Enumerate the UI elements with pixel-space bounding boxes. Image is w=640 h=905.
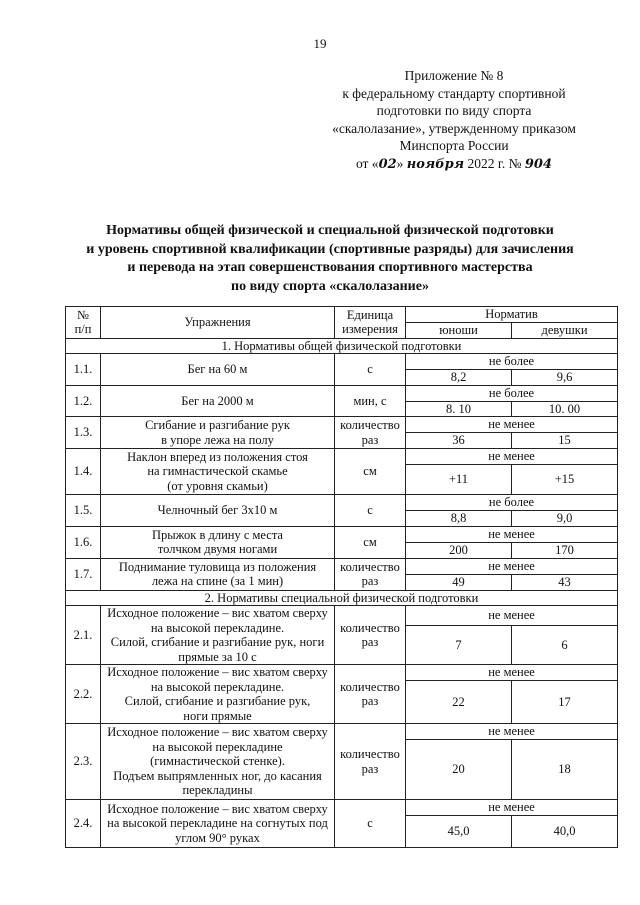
- norms-table: [65, 306, 618, 848]
- cell-unit: см: [335, 527, 406, 559]
- cell-qualifier: не менее: [406, 449, 618, 465]
- table-row: [66, 449, 618, 465]
- table-row: [66, 417, 618, 433]
- appendix-line: «скалолазание», утвержденному приказом: [332, 120, 576, 136]
- appendix-line: Минспорта России: [399, 138, 509, 153]
- cell-num: 1.7.: [66, 558, 101, 590]
- cell-qualifier: не более: [406, 354, 618, 370]
- cell-girls: +15: [512, 465, 618, 495]
- cell-num: 2.4.: [66, 800, 101, 848]
- date-prefix: от «: [355, 155, 379, 171]
- cell-girls: 9,6: [512, 370, 618, 386]
- section-row: [66, 590, 618, 606]
- cell-exercise: Сгибание и разгибание рук в упоре лежа на полу: [101, 417, 335, 449]
- cell-girls: 10. 00: [512, 401, 618, 417]
- title-line: по виду спорта «скалолазание»: [231, 278, 429, 294]
- cell-girls: 170: [512, 543, 618, 559]
- appendix-line: Приложение № 8: [404, 68, 504, 83]
- norms-table-body: [66, 307, 618, 848]
- cell-boys: 200: [406, 543, 512, 559]
- cell-unit: количество раз: [335, 417, 406, 449]
- cell-boys: 45,0: [406, 816, 512, 848]
- cell-qualifier: не менее: [406, 558, 618, 574]
- cell-boys: 36: [406, 433, 512, 449]
- page-number: 19: [313, 36, 327, 51]
- cell-unit: см: [335, 449, 406, 495]
- cell-boys: 8,8: [406, 511, 512, 527]
- cell-unit: количество раз: [335, 724, 406, 800]
- date-mid: »: [396, 155, 404, 171]
- title-line: и уровень спортивной квалификации (спортивные разряды) для зачисления: [86, 241, 574, 257]
- cell-qualifier: не менее: [406, 606, 618, 626]
- cell-unit: количество раз: [335, 558, 406, 590]
- cell-qualifier: не менее: [406, 417, 618, 433]
- cell-qualifier: не менее: [406, 527, 618, 543]
- section-row: [66, 338, 618, 354]
- cell-unit: с: [335, 495, 406, 527]
- cell-unit: количество раз: [335, 665, 406, 724]
- cell-girls: 15: [512, 433, 618, 449]
- header-num: № п/п: [66, 307, 101, 339]
- table-row: [66, 495, 618, 511]
- table-row: [66, 606, 618, 626]
- title-line: и перевода на этап совершенствования спортивного мастерства: [127, 260, 533, 275]
- cell-num: 1.1.: [66, 354, 101, 386]
- cell-exercise: Исходное положение – вис хватом сверху на высокой перекладине. Силой, сгибание и разгибание рук, ноги прямые: [101, 665, 335, 724]
- cell-boys: 8,2: [406, 370, 512, 386]
- header-girls: девушки: [512, 323, 618, 339]
- cell-girls: 40,0: [512, 816, 618, 848]
- cell-qualifier: не менее: [406, 800, 618, 816]
- cell-exercise: Исходное положение – вис хватом сверху на высокой перекладине. Силой, сгибание и разгибание рук, ноги прямые за 10 с: [101, 606, 335, 665]
- document-title: [40, 222, 620, 296]
- header-boys: юноши: [406, 323, 512, 339]
- cell-exercise: Бег на 60 м: [101, 354, 335, 386]
- header-norm: Норматив: [406, 307, 618, 323]
- cell-girls: 9,0: [512, 511, 618, 527]
- cell-num: 1.4.: [66, 449, 101, 495]
- date-year: 2022 г. №: [467, 155, 522, 171]
- cell-exercise: Поднимание туловища из положения лежа на спине (за 1 мин): [101, 558, 335, 590]
- cell-girls: 6: [512, 625, 618, 664]
- cell-exercise: Челночный бег 3х10 м: [101, 495, 335, 527]
- cell-girls: 17: [512, 681, 618, 724]
- table-row: [66, 527, 618, 543]
- table-row: [66, 354, 618, 370]
- cell-girls: 43: [512, 574, 618, 590]
- section-title: 2. Нормативы специальной физической подготовки: [66, 590, 618, 606]
- cell-num: 1.5.: [66, 495, 101, 527]
- cell-num: 1.2.: [66, 385, 101, 417]
- cell-boys: 49: [406, 574, 512, 590]
- handwritten-order-number: 904: [524, 156, 553, 172]
- cell-boys: 20: [406, 740, 512, 800]
- section-title: 1. Нормативы общей физической подготовки: [66, 338, 618, 354]
- cell-unit: количество раз: [335, 606, 406, 665]
- appendix-header: [304, 67, 604, 173]
- appendix-line: к федеральному стандарту спортивной: [342, 85, 566, 101]
- table-row: [66, 800, 618, 816]
- header-exercise: Упражнения: [101, 307, 335, 339]
- cell-boys: 7: [406, 625, 512, 664]
- cell-qualifier: не менее: [406, 665, 618, 681]
- cell-num: 2.1.: [66, 606, 101, 665]
- cell-exercise: Прыжок в длину с места толчком двумя ногами: [101, 527, 335, 559]
- table-row: [66, 558, 618, 574]
- cell-qualifier: не более: [406, 495, 618, 511]
- header-unit: Единица измерения: [335, 307, 406, 339]
- cell-qualifier: не менее: [406, 724, 618, 740]
- appendix-line: подготовки по виду спорта: [376, 103, 532, 118]
- cell-exercise: Исходное положение – вис хватом сверху на высокой перекладине (гимнастической стенке). Подъем выпрямленных ног, до касания перекладины: [101, 724, 335, 800]
- order-date-line: [304, 155, 604, 174]
- cell-unit: с: [335, 354, 406, 386]
- cell-exercise: Бег на 2000 м: [101, 385, 335, 417]
- cell-girls: 18: [512, 740, 618, 800]
- cell-unit: с: [335, 800, 406, 848]
- cell-num: 2.3.: [66, 724, 101, 800]
- cell-qualifier: не более: [406, 385, 618, 401]
- title-line: Нормативы общей физической и специальной физической подготовки: [106, 223, 554, 238]
- cell-num: 2.2.: [66, 665, 101, 724]
- cell-boys: +11: [406, 465, 512, 495]
- cell-unit: мин, с: [335, 385, 406, 417]
- table-row: [66, 665, 618, 681]
- handwritten-month: ноября: [406, 156, 465, 172]
- table-header-row: [66, 307, 618, 323]
- cell-num: 1.3.: [66, 417, 101, 449]
- table-row: [66, 385, 618, 401]
- cell-num: 1.6.: [66, 527, 101, 559]
- handwritten-day: 02: [378, 156, 397, 172]
- cell-exercise: Исходное положение – вис хватом сверху на высокой перекладине на согнутых под углом 90° руках: [101, 800, 335, 848]
- cell-boys: 22: [406, 681, 512, 724]
- table-row: [66, 724, 618, 740]
- cell-boys: 8. 10: [406, 401, 512, 417]
- cell-exercise: Наклон вперед из положения стоя на гимнастической скамье (от уровня скамьи): [101, 449, 335, 495]
